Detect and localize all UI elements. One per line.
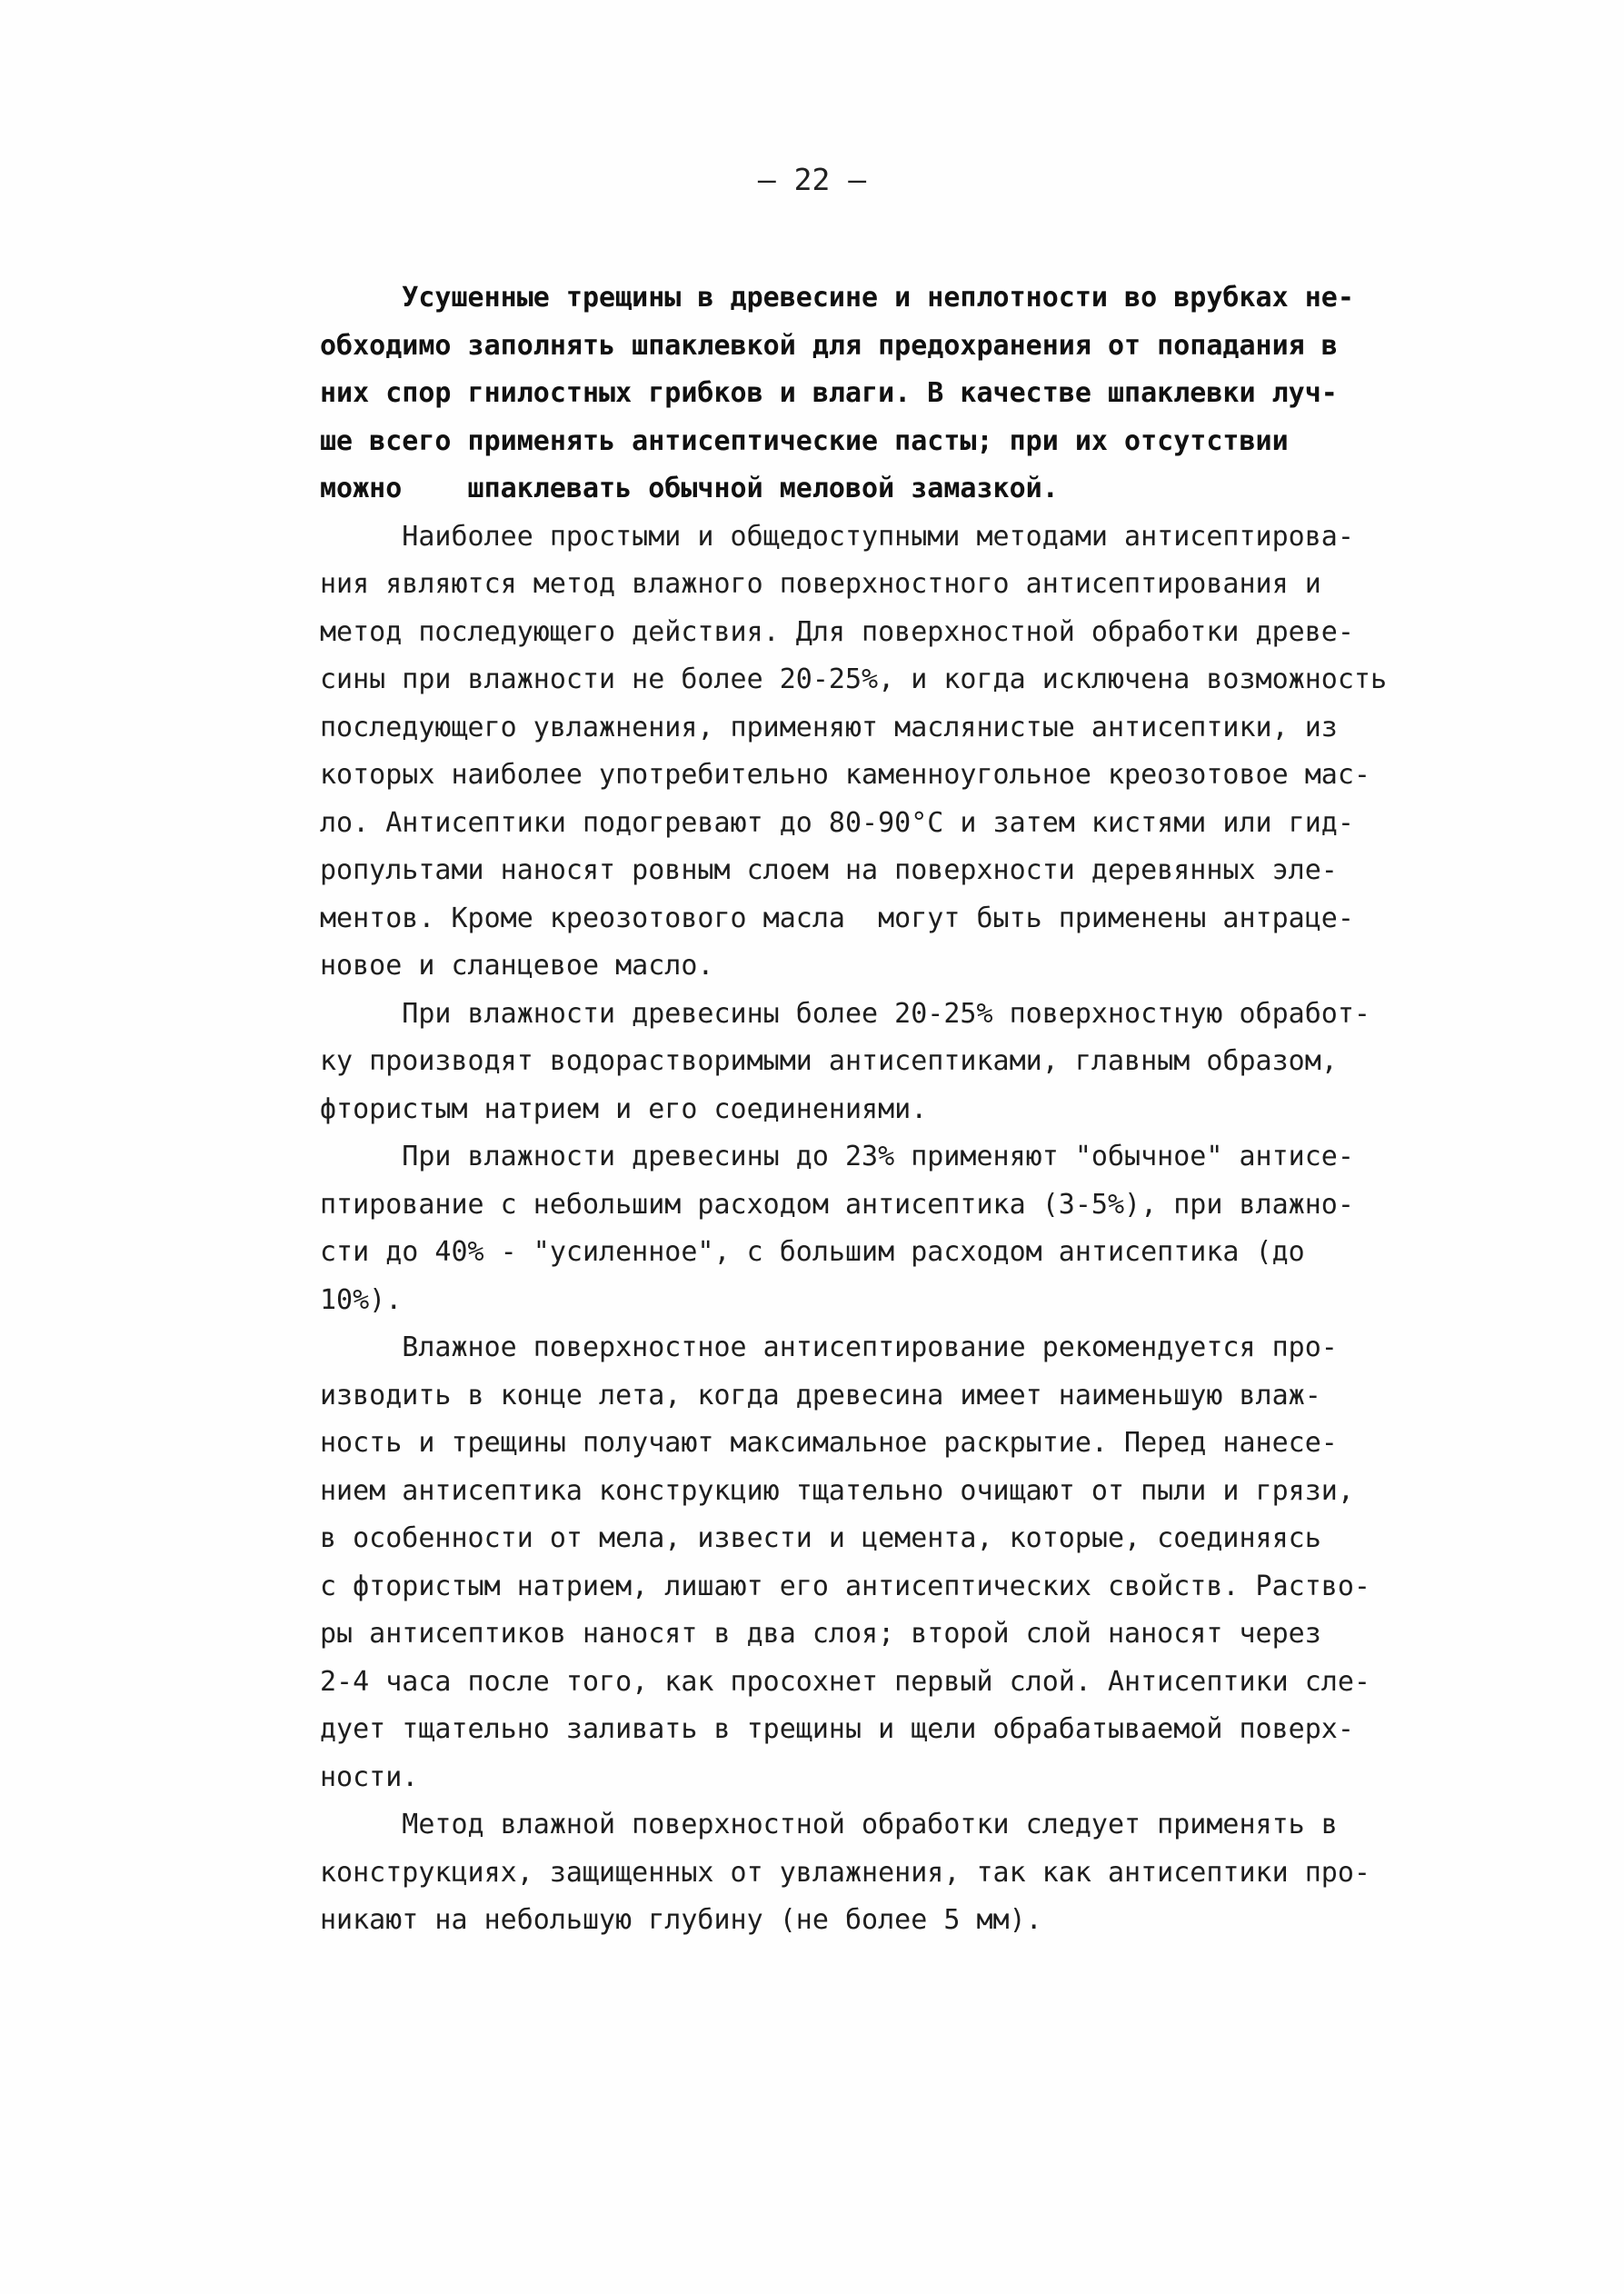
paragraph-p4 [320, 1133, 1501, 1324]
text-line: ку производят водорастворимыми антисептиками, главным образом, [320, 1045, 1338, 1077]
document-body [320, 274, 1501, 1945]
text-line: 10%). [320, 1283, 403, 1316]
text-line: метод последующего действия. Для поверхностной обработки древе- [320, 615, 1354, 648]
text-line: нием антисептика конструкцию тщательно очищают от пыли и грязи, [320, 1474, 1354, 1507]
text-line: можно шпаклевать обычной меловой замазкой. [320, 473, 1059, 504]
text-line: При влажности древесины более 20-25% поверхностную обработ- [320, 997, 1370, 1030]
text-line: изводить в конце лета, когда древесина имеет наименьшую влаж- [320, 1379, 1321, 1411]
paragraph-p3 [320, 991, 1501, 1134]
text-line: сти до 40% - "усиленное", с большим расходом антисептика (до [320, 1236, 1305, 1268]
text-line: ло. Антисептики подогревают до 80-90°С и затем кистями или гид- [320, 806, 1354, 839]
text-line: Метод влажной поверхностной обработки следует применять в [320, 1809, 1338, 1840]
text-line: сины при влажности не более 20-25%, и когда исключена возможность [320, 663, 1387, 695]
paragraph-p6 [320, 1801, 1501, 1945]
text-line: Влажное поверхностное антисептирование рекомендуется про- [320, 1332, 1338, 1363]
text-line: них спор гнилостных грибков и влаги. В качестве шпаклевки луч- [320, 377, 1338, 409]
paragraph-p2 [320, 514, 1501, 991]
paragraph-p1 [320, 274, 1501, 514]
text-line: обходимо заполнять шпаклевкой для предохранения от попадания в [320, 329, 1338, 362]
text-line: конструкциях, защищенных от увлажнения, так как антисептики про- [320, 1856, 1370, 1889]
text-line: последующего увлажнения, применяют маслянистые антисептики, из [320, 711, 1338, 743]
text-line: ропультами наносят ровным слоем на поверхности деревянных эле- [320, 854, 1338, 886]
text-line: птирование с небольшим расходом антисептика (3-5%), при влажно- [320, 1188, 1354, 1221]
text-line: ментов. Кроме креозотового масла могут быть применены антраце- [320, 902, 1354, 934]
text-line: 2-4 часа после того, как просохнет первый слой. Антисептики сле- [320, 1665, 1370, 1698]
text-line: ность и трещины получают максимальное раскрытие. Перед нанесе- [320, 1427, 1338, 1459]
text-line: Усушенные трещины в древесине и неплотности во врубках не- [320, 282, 1354, 314]
text-line: никают на небольшую глубину (не более 5 мм). [320, 1904, 1042, 1936]
paragraph-p5 [320, 1324, 1501, 1801]
text-line: ности. [320, 1760, 419, 1793]
text-line: которых наиболее употребительно каменноугольное креозотовое мас- [320, 759, 1370, 791]
text-line: с фтористым натрием, лишают его антисептических свойств. Раство- [320, 1570, 1370, 1602]
text-line: дует тщательно заливать в трещины и щели обрабатываемой поверх- [320, 1713, 1354, 1745]
text-line: ше всего применять антисептические пасты; при их отсутствии [320, 424, 1289, 457]
page-number: — 22 — [757, 162, 867, 197]
text-line: фтористым натрием и его соединениями. [320, 1092, 928, 1125]
text-line: ры антисептиков наносят в два слоя; второй слой наносят через [320, 1618, 1321, 1650]
text-line: Наиболее простыми и общедоступными методами антисептирова- [320, 520, 1354, 553]
text-line: ния являются метод влажного поверхностного антисептирования и [320, 568, 1321, 600]
text-line: новое и сланцевое масло. [320, 950, 714, 982]
text-line: При влажности древесины до 23% применяют "обычное" антисе- [320, 1141, 1354, 1172]
text-line: в особенности от мела, извести и цемента, которые, соединяясь [320, 1522, 1321, 1554]
